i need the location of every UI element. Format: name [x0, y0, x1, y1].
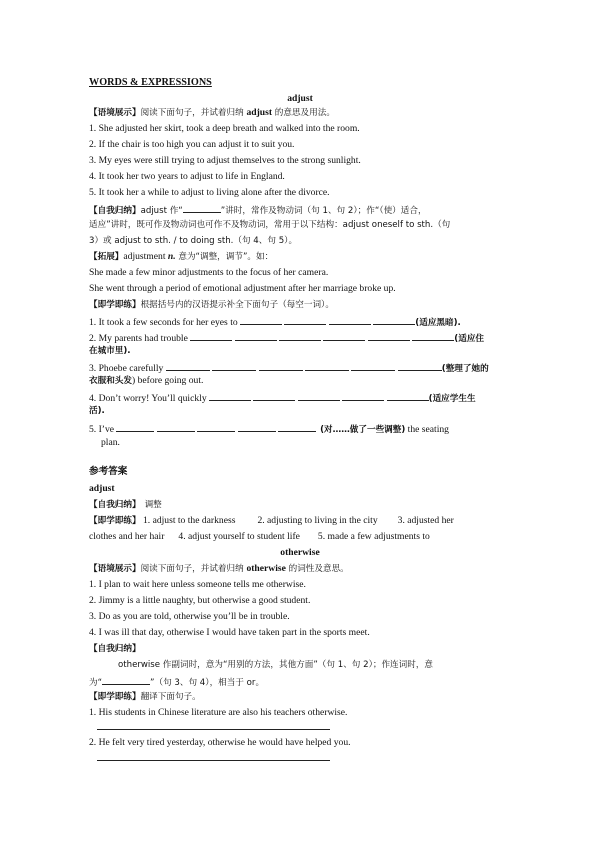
otherwise-context-intro: 【语境展示】阅读下面句子，并试着归纳 otherwise 的词性及意思。 [89, 563, 349, 574]
adjust-practice-item-3: 3. Phoebe carefully (整理了她的 [89, 363, 489, 374]
answers-heading: 参考答案 [89, 466, 128, 477]
adjust-summary-line-2: 适应”讲时，既可作及物动词也可作不及物动词，常用于以下结构：adjust oneself to sth.（句 [89, 220, 451, 230]
answers-practice-line-1: 【即学即练】 1. adjust to the darkness 2. adjusting to living in the city 3. adjusted her [89, 515, 454, 526]
adjust-extension-example-2: She went through a period of emotional adjustment after her marriage broke up. [89, 283, 396, 294]
adjust-practice-item-4-cont: 活). [89, 406, 105, 416]
otherwise-summary-tag: 【自我归纳】 [89, 644, 141, 654]
adjust-summary-tag: 【自我归纳】 [89, 206, 141, 216]
adjust-summary-line-1: 【自我归纳】adjust 作“ ”讲时，常作及物动词（句 1、句 2）；作“（使）适合， [89, 203, 427, 217]
adjust-example-2: 2. If the chair is too high you can adjust it to suit you. [89, 139, 295, 150]
adjust-context-intro: 【语境展示】阅读下面句子，并试着归纳 adjust 的意思及用法。 [89, 107, 335, 118]
otherwise-practice-intro: 【即学即练】翻译下面句子。 [89, 692, 201, 702]
adjust-practice-item-1: 1. It took a few seconds for her eyes to (适应黑暗). [89, 317, 461, 328]
adjust-example-5: 5. It took her a while to adjust to living alone after the divorce. [89, 187, 330, 198]
otherwise-example-4: 4. I was ill that day, otherwise I would have taken part in the sports meet. [89, 627, 370, 638]
adjust-extension-example-1: She made a few minor adjustments to the focus of her camera. [89, 267, 329, 278]
otherwise-practice-item-2: 2. He felt very tired yesterday, otherwise he would have helped you. [89, 737, 351, 748]
otherwise-summary-blank [102, 675, 150, 685]
adjust-practice-item-2-cont: 在城市里). [89, 346, 131, 356]
adjust-example-3: 3. My eyes were still trying to adjust themselves to the strong sunlight. [89, 155, 361, 166]
otherwise-summary-line-2: 为“ ”（句 3、句 4），相当于 or。 [89, 675, 264, 689]
adjust-extension-tag: 【拓展】 [89, 252, 124, 262]
otherwise-example-3: 3. Do as you are told, otherwise you’ll be in trouble. [89, 611, 290, 622]
adjust-practice-item-4: 4. Don’t worry! You’ll quickly (适应学生生 [89, 393, 476, 404]
adjust-practice-item-2: 2. My parents had trouble (适应住 [89, 333, 485, 344]
otherwise-example-1: 1. I plan to wait here unless someone tells me otherwise. [89, 579, 306, 590]
adjust-summary-blank [183, 203, 221, 213]
otherwise-context-tag: 【语境展示】 [89, 564, 141, 574]
adjust-practice-intro: 【即学即练】根据括号内的汉语提示补全下面句子（每空一词）。 [89, 300, 334, 310]
adjust-example-1: 1. She adjusted her skirt, took a deep breath and walked into the room. [89, 123, 360, 134]
page-title: WORDS & EXPRESSIONS [89, 77, 212, 88]
adjust-extension: 【拓展】adjustment n. 意为“调整，调节”。如： [89, 251, 274, 262]
adjust-context-tag: 【语境展示】 [89, 108, 141, 118]
adjust-practice-item-3-cont: 衣服和头发) before going out. [89, 375, 204, 386]
answer-line-1 [97, 729, 330, 730]
answer-line-2 [97, 760, 330, 761]
otherwise-summary-line-1: otherwise 作副词时，意为“用别的方法，其他方面”（句 1、句 2）；作连词时，意 [118, 660, 434, 670]
answers-summary: 【自我归纳】 调整 [89, 500, 162, 510]
adjust-summary-line-3: 3）或 adjust to sth. / to doing sth.（句 4、句 5）。 [89, 236, 298, 246]
adjust-practice-item-5: 5. I’ve (对……做了一些调整) the seating [89, 424, 449, 435]
adjust-example-4: 4. It took her two years to adjust to life in England. [89, 171, 285, 182]
answers-practice-line-2: clothes and her hair 4. adjust yourself to student life 5. made a few adjustments to [89, 531, 430, 542]
otherwise-example-2: 2. Jimmy is a little naughty, but otherwise a good student. [89, 595, 311, 606]
adjust-practice-tag: 【即学即练】 [89, 300, 141, 310]
adjust-practice-item-5-cont: plan. [101, 437, 120, 448]
otherwise-practice-item-1: 1. His students in Chinese literature are also his teachers otherwise. [89, 707, 348, 718]
section-heading-otherwise: otherwise [280, 547, 320, 558]
answers-word-adjust: adjust [89, 483, 115, 494]
section-heading-adjust: adjust [287, 93, 313, 104]
